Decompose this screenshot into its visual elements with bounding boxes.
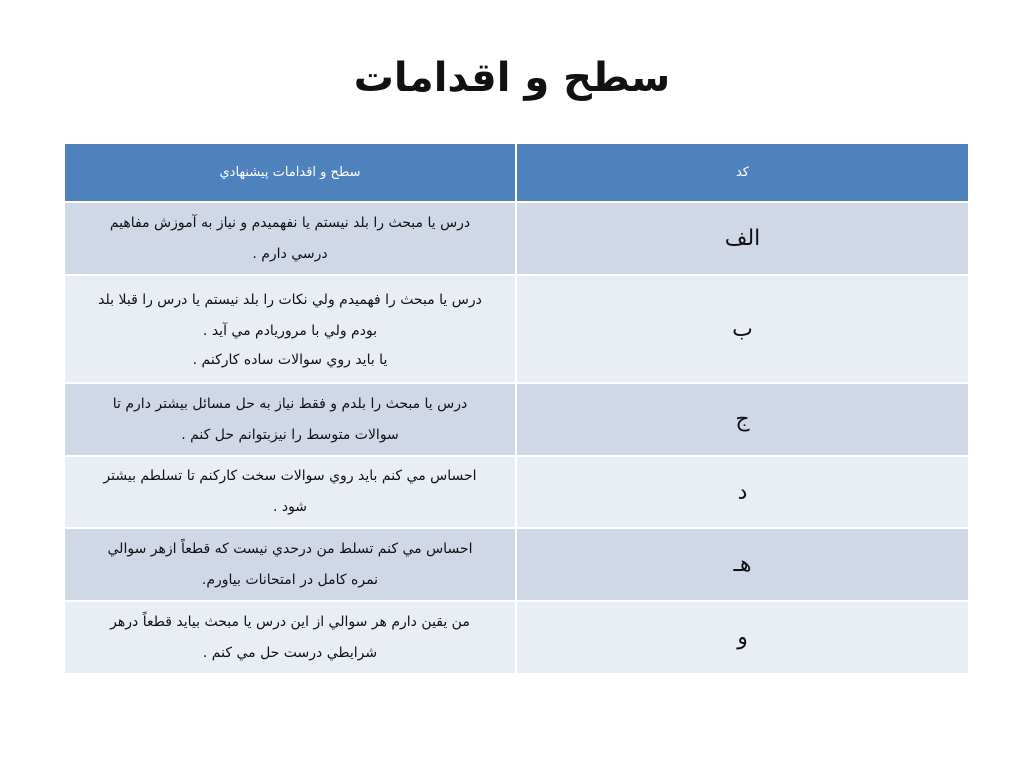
description-line: يا بايد روي سوالات ساده كاركنم .	[192, 352, 388, 368]
description-line: من يقين دارم هر سوالي از اين درس يا مبحث بيايد قطعاً درهر	[110, 613, 470, 630]
row-code: الف	[516, 202, 968, 275]
description-line: بودم ولي با مروريادم مي آيد .	[202, 323, 378, 339]
header-description: سطح و اقدامات پيشنهادي	[65, 144, 516, 202]
description-line: شرايطي درست حل مي كنم .	[202, 644, 378, 661]
row-code: ب	[516, 275, 968, 383]
description-line: احساس مي كنم تسلط من درحدي نيست كه قطعاً ازهر سوالي	[107, 540, 473, 557]
table-row	[65, 383, 968, 456]
row-description	[65, 202, 516, 275]
description-line: درسي دارم .	[252, 245, 328, 262]
table-header-row	[65, 144, 968, 202]
slide-title: سطح و اقدامات	[353, 55, 671, 101]
description-line: درس يا مبحث را بلد نيستم يا نفهميدم و نياز به آموزش مفاهيم	[109, 214, 471, 231]
row-description	[65, 275, 516, 383]
description-line: درس يا مبحث را فهميدم ولي نكات را بلد نيستم يا درس را قبلا بلد	[98, 292, 482, 308]
table-row	[65, 275, 968, 383]
description-line: نمره كامل در امتحانات بياورم.	[201, 571, 379, 588]
row-code: هـ	[516, 528, 968, 601]
row-description	[65, 601, 516, 673]
table-row	[65, 528, 968, 601]
row-code: د	[516, 456, 968, 528]
row-description	[65, 456, 516, 528]
row-code: و	[516, 601, 968, 673]
header-code: كد	[516, 144, 968, 202]
row-description	[65, 383, 516, 456]
table-row	[65, 601, 968, 673]
table-row	[65, 202, 968, 275]
table-row	[65, 456, 968, 528]
row-description	[65, 528, 516, 601]
row-code: ج	[516, 383, 968, 456]
levels-table	[65, 144, 968, 673]
description-line: شود .	[272, 499, 308, 515]
description-line: درس يا مبحث را بلدم و فقط نياز به حل مسائل بيشتر دارم تا	[112, 395, 468, 412]
description-line: سوالات متوسط را نيزبتوانم حل كنم .	[181, 426, 399, 443]
description-line: احساس مي كنم بايد روي سوالات سخت كاركنم تا تسلطم بيشتر	[103, 468, 477, 484]
